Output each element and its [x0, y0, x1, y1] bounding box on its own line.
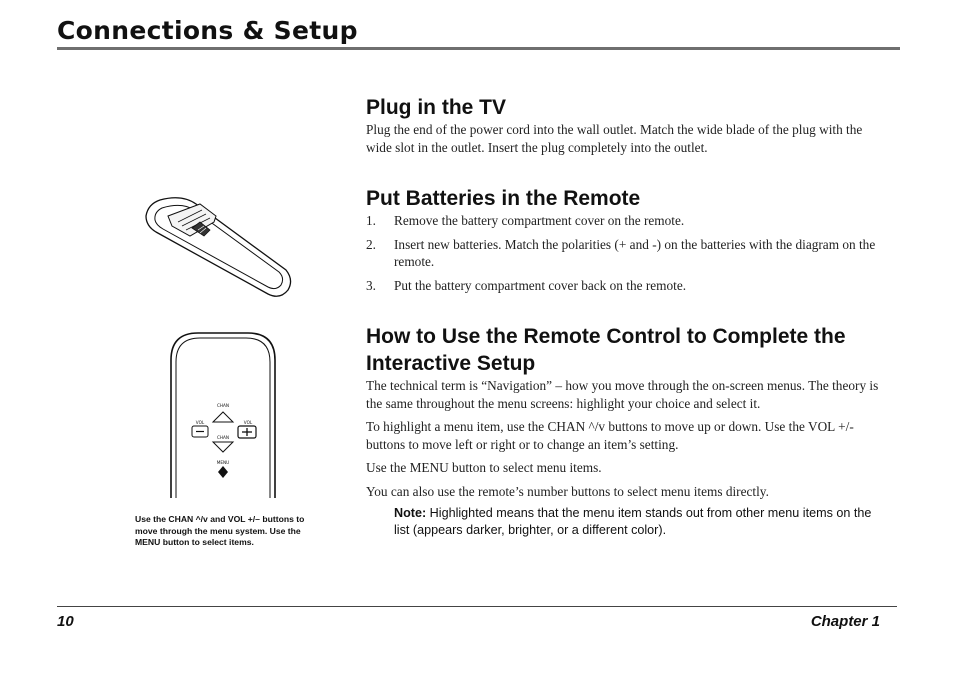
batteries-steps — [366, 212, 890, 294]
howto-paragraph: Use the MENU button to select menu items. — [366, 460, 602, 475]
step-number: 2. — [366, 236, 376, 252]
note-text: Highlighted means that the menu item stands out from other menu items on the list (appears darker, brighter, or a different color). — [394, 506, 872, 537]
vol-label-left: VOL — [195, 420, 205, 425]
plug-heading: Plug in the TV — [366, 96, 506, 119]
title-rule — [57, 47, 900, 50]
page-number: 10 — [57, 613, 74, 630]
step-text: Remove the battery compartment cover on the remote. — [394, 213, 685, 228]
remote-front-illustration — [168, 330, 278, 498]
step-text: Insert new batteries. Match the polarities (+ and -) on the batteries with the diagram on the remote. — [394, 236, 876, 269]
remote-caption: Use the CHAN ^/v and VOL +/– buttons to move through the menu system. Use the MENU button to select items. — [135, 514, 305, 547]
chapter-label: Chapter 1 — [810, 613, 880, 630]
remote-battery-illustration — [138, 190, 298, 300]
howto-paragraph: To highlight a menu item, use the CHAN ^/v buttons to move up or down. Use the VOL +/- buttons to move left or right or to change an item’s setting. — [366, 419, 854, 452]
batteries-heading: Put Batteries in the Remote — [366, 187, 641, 210]
plug-body: Plug the end of the power cord into the wall outlet. Match the wide blade of the plug with the wide slot in the outlet. Insert the plug completely into the outlet. — [366, 122, 863, 155]
step-item — [366, 277, 890, 295]
footer-rule — [57, 606, 897, 607]
vol-label-right: VOL — [243, 420, 253, 425]
step-item — [366, 212, 890, 230]
step-number: 3. — [366, 277, 376, 293]
step-number: 1. — [366, 213, 376, 228]
howto-paragraph: The technical term is “Navigation” – how you move through the on-screen menus. The theory is the same throughout the menu screens: highlight your choice and select it. — [366, 378, 879, 411]
plug-section — [366, 94, 890, 156]
menu-label: MENU — [216, 460, 230, 465]
remote-howto-heading: How to Use the Remote Control to Complete the Interactive Setup — [366, 325, 846, 375]
step-item — [366, 236, 890, 271]
howto-paragraph: You can also use the remote’s number buttons to select menu items directly. — [366, 483, 769, 499]
highlight-note — [394, 505, 890, 538]
batteries-section — [366, 185, 890, 300]
step-text: Put the battery compartment cover back on the remote. — [394, 277, 687, 293]
note-label: Note: — [394, 506, 427, 520]
remote-howto-section — [366, 323, 890, 538]
section-title: Connections & Setup — [57, 16, 358, 45]
chan-label-bottom: CHAN — [216, 435, 230, 440]
chan-label-top: CHAN — [216, 403, 230, 408]
